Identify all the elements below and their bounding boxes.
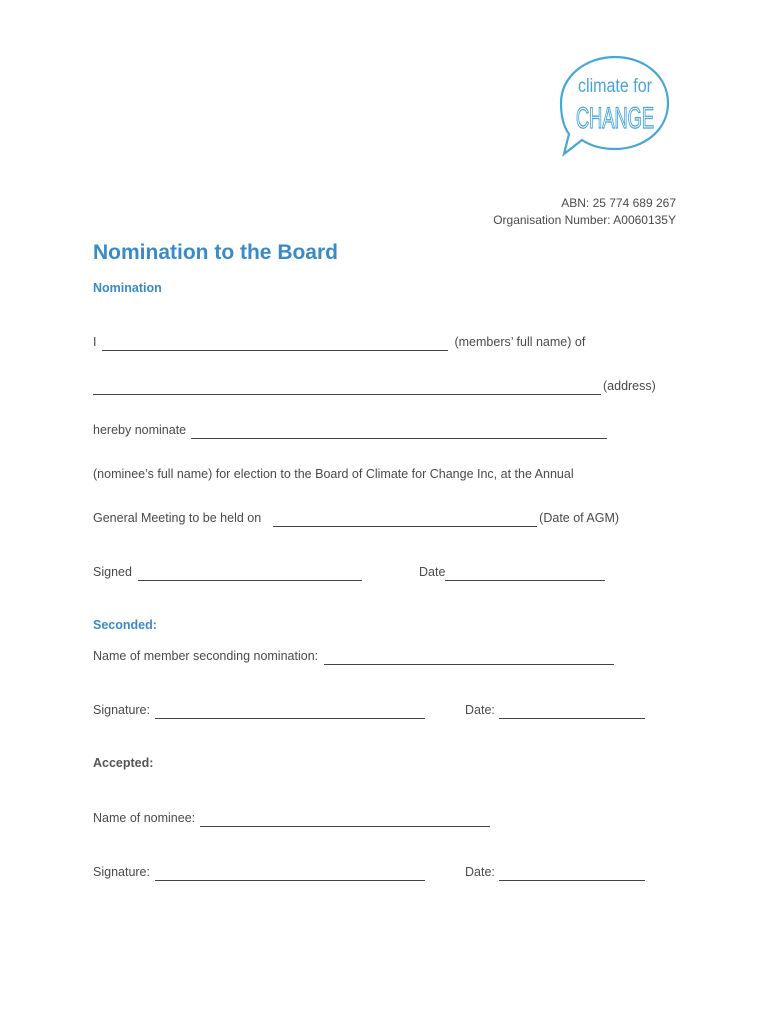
organisation-number-text: Organisation Number: A0060135Y	[493, 213, 676, 227]
agm-label: General Meeting to be held on	[93, 511, 262, 525]
signed-label: Signed	[93, 565, 132, 579]
nomination-date-row	[419, 563, 607, 581]
climate-for-change-logo	[556, 54, 674, 158]
member-name-field[interactable]	[102, 337, 448, 351]
address-row	[93, 377, 656, 395]
seconder-date-row	[465, 701, 647, 719]
abn-text: ABN: 25 774 689 267	[561, 196, 676, 210]
election-statement-text: (nominee’s full name) for election to the Board of Climate for Change Inc, at the Annual	[93, 467, 574, 481]
nominee-accept-name-field[interactable]	[200, 813, 490, 827]
nominee-signature-field[interactable]	[155, 867, 425, 881]
nominee-date-row	[465, 863, 647, 881]
nomination-date-label: Date	[419, 565, 446, 579]
agm-suffix: (Date of AGM)	[539, 511, 620, 525]
hereby-nominate-label: hereby nominate	[93, 423, 187, 437]
agm-row	[93, 509, 619, 527]
nominee-date-field[interactable]	[499, 867, 645, 881]
seconder-date-label: Date:	[465, 703, 495, 717]
nomination-date-field[interactable]	[445, 567, 605, 581]
seconder-name-field[interactable]	[324, 651, 614, 665]
logo-text-top: climate for	[578, 76, 653, 97]
seconder-name-row	[93, 647, 616, 665]
organisation-info	[493, 195, 676, 229]
page-title: Nomination to the Board	[93, 241, 338, 264]
agm-date-field[interactable]	[273, 513, 537, 527]
nominee-accept-name-row	[93, 809, 492, 827]
nomination-heading: Nomination	[93, 281, 162, 295]
nominee-signature-label: Signature:	[93, 865, 150, 879]
member-name-suffix: (members’ full name) of	[454, 335, 586, 349]
seconder-date-field[interactable]	[499, 705, 645, 719]
seconder-signature-row	[93, 701, 427, 719]
seconder-signature-label: Signature:	[93, 703, 150, 717]
signed-field[interactable]	[138, 567, 362, 581]
logo-text-bottom: CHANGE	[576, 102, 654, 135]
address-field[interactable]	[93, 381, 601, 395]
member-name-prefix: I	[93, 335, 97, 349]
accepted-heading: Accepted:	[93, 756, 154, 770]
nominee-date-label: Date:	[465, 865, 495, 879]
nominee-name-field[interactable]	[191, 425, 607, 439]
nominee-signature-row	[93, 863, 427, 881]
seconded-heading: Seconded:	[93, 618, 157, 632]
address-suffix: (address)	[603, 379, 656, 393]
seconder-signature-field[interactable]	[155, 705, 425, 719]
member-name-row	[93, 333, 585, 351]
election-statement	[93, 465, 574, 483]
seconder-name-label: Name of member seconding nomination:	[93, 649, 319, 663]
nominee-accept-name-label: Name of nominee:	[93, 811, 196, 825]
signed-row	[93, 563, 364, 581]
nominee-row	[93, 421, 609, 439]
